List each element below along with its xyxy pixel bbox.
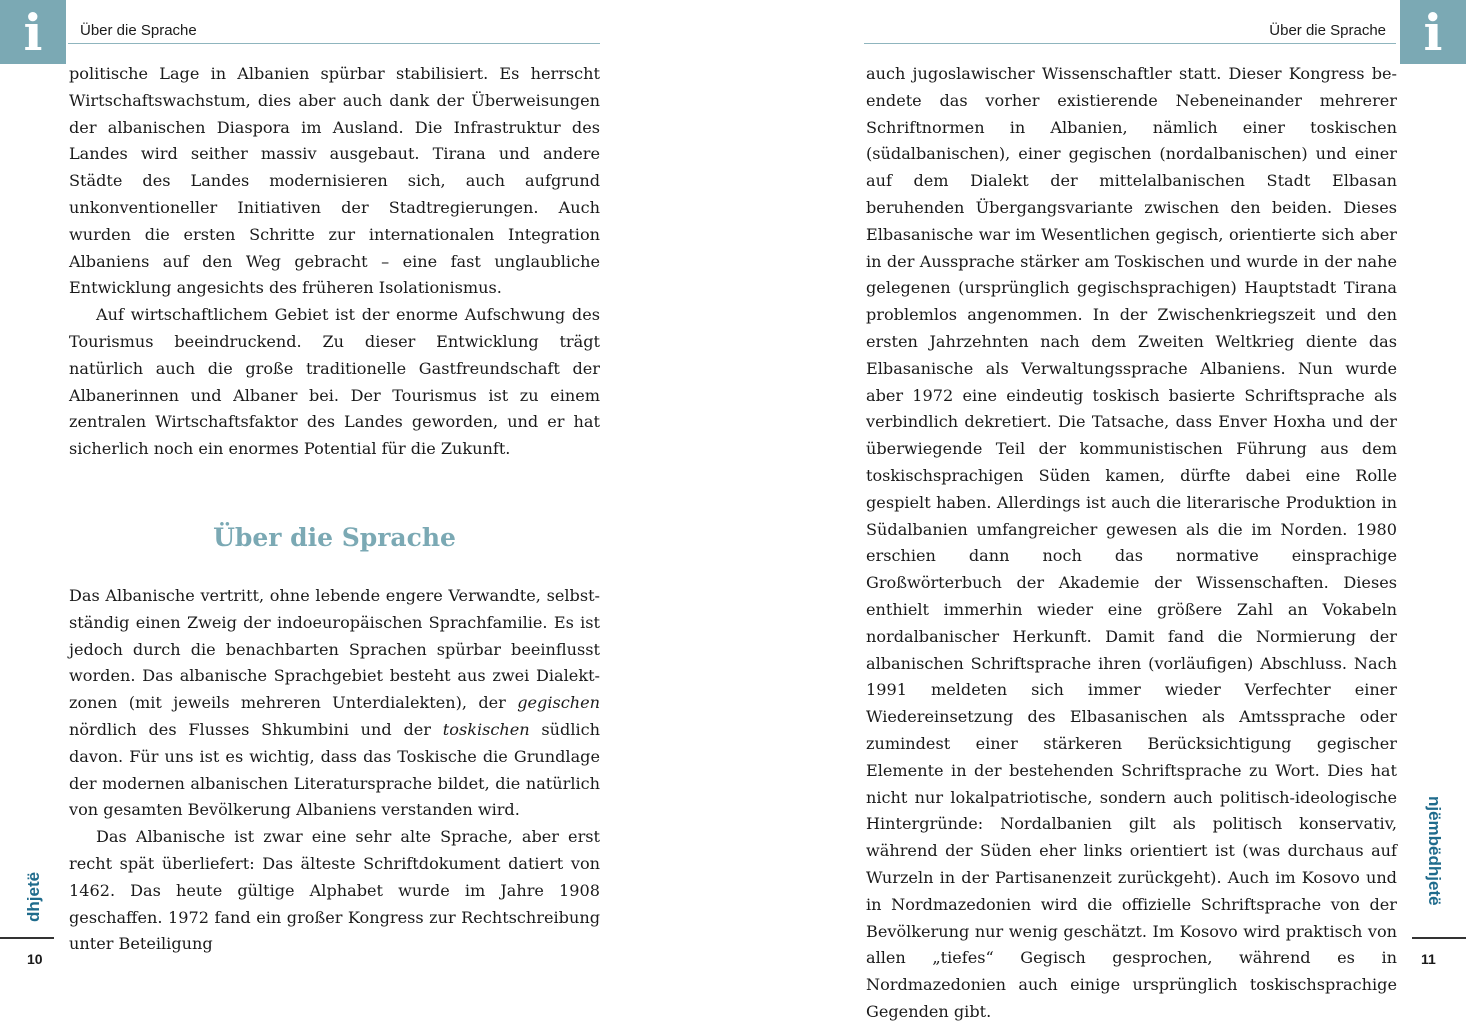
italic-term: gegischen <box>517 693 600 713</box>
page-number-left: 10 <box>27 951 43 967</box>
paragraph <box>69 583 600 824</box>
paragraph: auch jugoslawischer Wissenschaftler statt. Dieser Kongress beendete das vorher existierende Nebeneinander mehrerer Schriftnormen in Albanien, nämlich einer toskischen (südalbanischen), einer gegischen (nordalbanischen) und einer auf dem Dialekt der mittelalbanischen Stadt Elbasan beruhenden Übergangsvariante zwischen den beiden. Dieses Elbasanische war im Wesentlichen gegisch, orientierte sich aber in der Aussprache stärker am Toskischen und wurde in der nahe gelegenen (ursprünglich gegischsprachigen) Hauptstadt Tirana problemlos angenommen. In der Zwischenkriegszeit und den ersten Jahrzehnten nach dem Zweiten Weltkrieg diente das Elbasanische als Verwaltungssprache Albaniens. Nun wurde aber 1972 eine eindeutig toskisch basierte Schriftsprache als verbindlich dekretiert. Die Tatsache, dass Enver Hoxha und der überwiegende Teil der kommunistischen Führung aus dem toskischsprachigen Süden kamen, dürfte dabei eine Rolle gespielt haben. Allerdings ist auch die literarische Produktion in Südalbanien umfangreicher gewesen als die im Norden. 1980 erschien dann noch das normative einsprachige Großwörterbuch der Akademie der Wissenschaften. Dieses enthielt immerhin wieder eine größere Zahl an Vokabeln nordalbanischer Herkunft. Damit fand die Normierung der albanischen Schriftsprache ihren (vorläufigen) Abschluss. Nach 1991 meldeten sich immer wieder Verfechter einer Wiedereinsetzung des Elbasanischen als Amtssprache oder zumindest einer stärkeren Berücksichtigung gegischer Elemente in der bestehenden Schriftsprache zu Wort. Dies hat nicht nur lokalpatriotische, sondern auch politisch-ideologische Hintergründe: Nordalbanien gilt als politisch konservativ, während der Süden eher links orientiert ist (was durchaus auf Wurzeln in der Partisanenzeit zurückgeht). Auch im Kosovo und in Nordmazedonien wird die offizielle Schriftsprache von der Bevölkerung nur wenig geschätzt. Im Kosovo wird praktisch von allen „tiefes“ Gegisch gesprochen, während es in Nordmazedonien auch einige ursprünglich toskischsprachige Gegenden gibt. <box>866 64 1397 1021</box>
text-run: südlich davon. Für uns ist es wichtig, dass das Toskische die Grundlage der modernen albanischen Literatursprache bildet, die natürlich von gesamten Bevölkerung Albaniens verstanden wird. <box>69 719 601 820</box>
footer-rule-right <box>1412 937 1466 939</box>
paragraph: Das Albanische ist zwar eine sehr alte Sprache, aber erst recht spät überliefert: Das älteste Schriftdokument datiert von 1462. Das heute gültige Alphabet wurde im Jahre 1908 geschaffen. 1972 fand ein großer Kongress zur Rechtschreibung unter Beteiligung <box>69 827 600 954</box>
page-number-right: 11 <box>1421 951 1436 967</box>
left-page-body <box>69 61 600 958</box>
info-tab-icon: i <box>0 0 66 64</box>
running-head-left: Über die Sprache <box>68 22 600 44</box>
side-label-left: dhjetë <box>24 871 43 922</box>
running-head-right: Über die Sprache <box>864 22 1396 44</box>
paragraph: Auf wirtschaftlichem Gebiet ist der enorme Aufschwung des Tourismus beeindruckend. Zu dieser Entwicklung trägt natürlich auch die große traditionelle Gastfreundschaft der Albanerinnen und Albaner bei. Der Tourismus ist zu einem zentralen Wirtschaftsfaktor des Landes geworden, und er hat sicherlich noch ein enormes Potential für die Zukunft. <box>69 305 600 459</box>
section-heading: Über die Sprache <box>213 522 456 552</box>
text-run: Das Albanische vertritt, ohne lebende engere Verwandte, selbstständig einen Zweig der indoeuropäischen Sprachfamilie. Es ist jedoch durch die benachbarten Sprachen spürbar beeinflusst worden. Das albanische Sprachgebiet besteht aus zwei Dialektzonen (mit jeweils mehreren Unterdialekten), der <box>69 585 600 713</box>
text-run: nördlich des Flusses Shkumbini und der <box>69 719 443 739</box>
paragraph: politische Lage in Albanien spürbar stabilisiert. Es herrscht Wirtschaftswachstum, dies aber auch dank der Überweisungen der albanischen Diaspora im Ausland. Die Infrastruktur des Landes wird seither massiv ausgebaut. Tirana und andere Städte des Landes modernisieren sich, auch aufgrund unkonventioneller Initiativen der Stadtregierungen. Auch wurden die ersten Schritte zur internationalen Integration Albaniens auf den Weg gebracht – eine fast unglaubliche Entwicklung angesichts des früheren Isolationismus. <box>69 64 600 298</box>
footer-rule-left <box>0 937 54 939</box>
right-page-body <box>866 61 1397 1026</box>
info-tab-icon: i <box>1400 0 1466 64</box>
italic-term: toskischen <box>442 719 530 739</box>
side-label-right: njëmbëdhjetë <box>1425 796 1444 906</box>
